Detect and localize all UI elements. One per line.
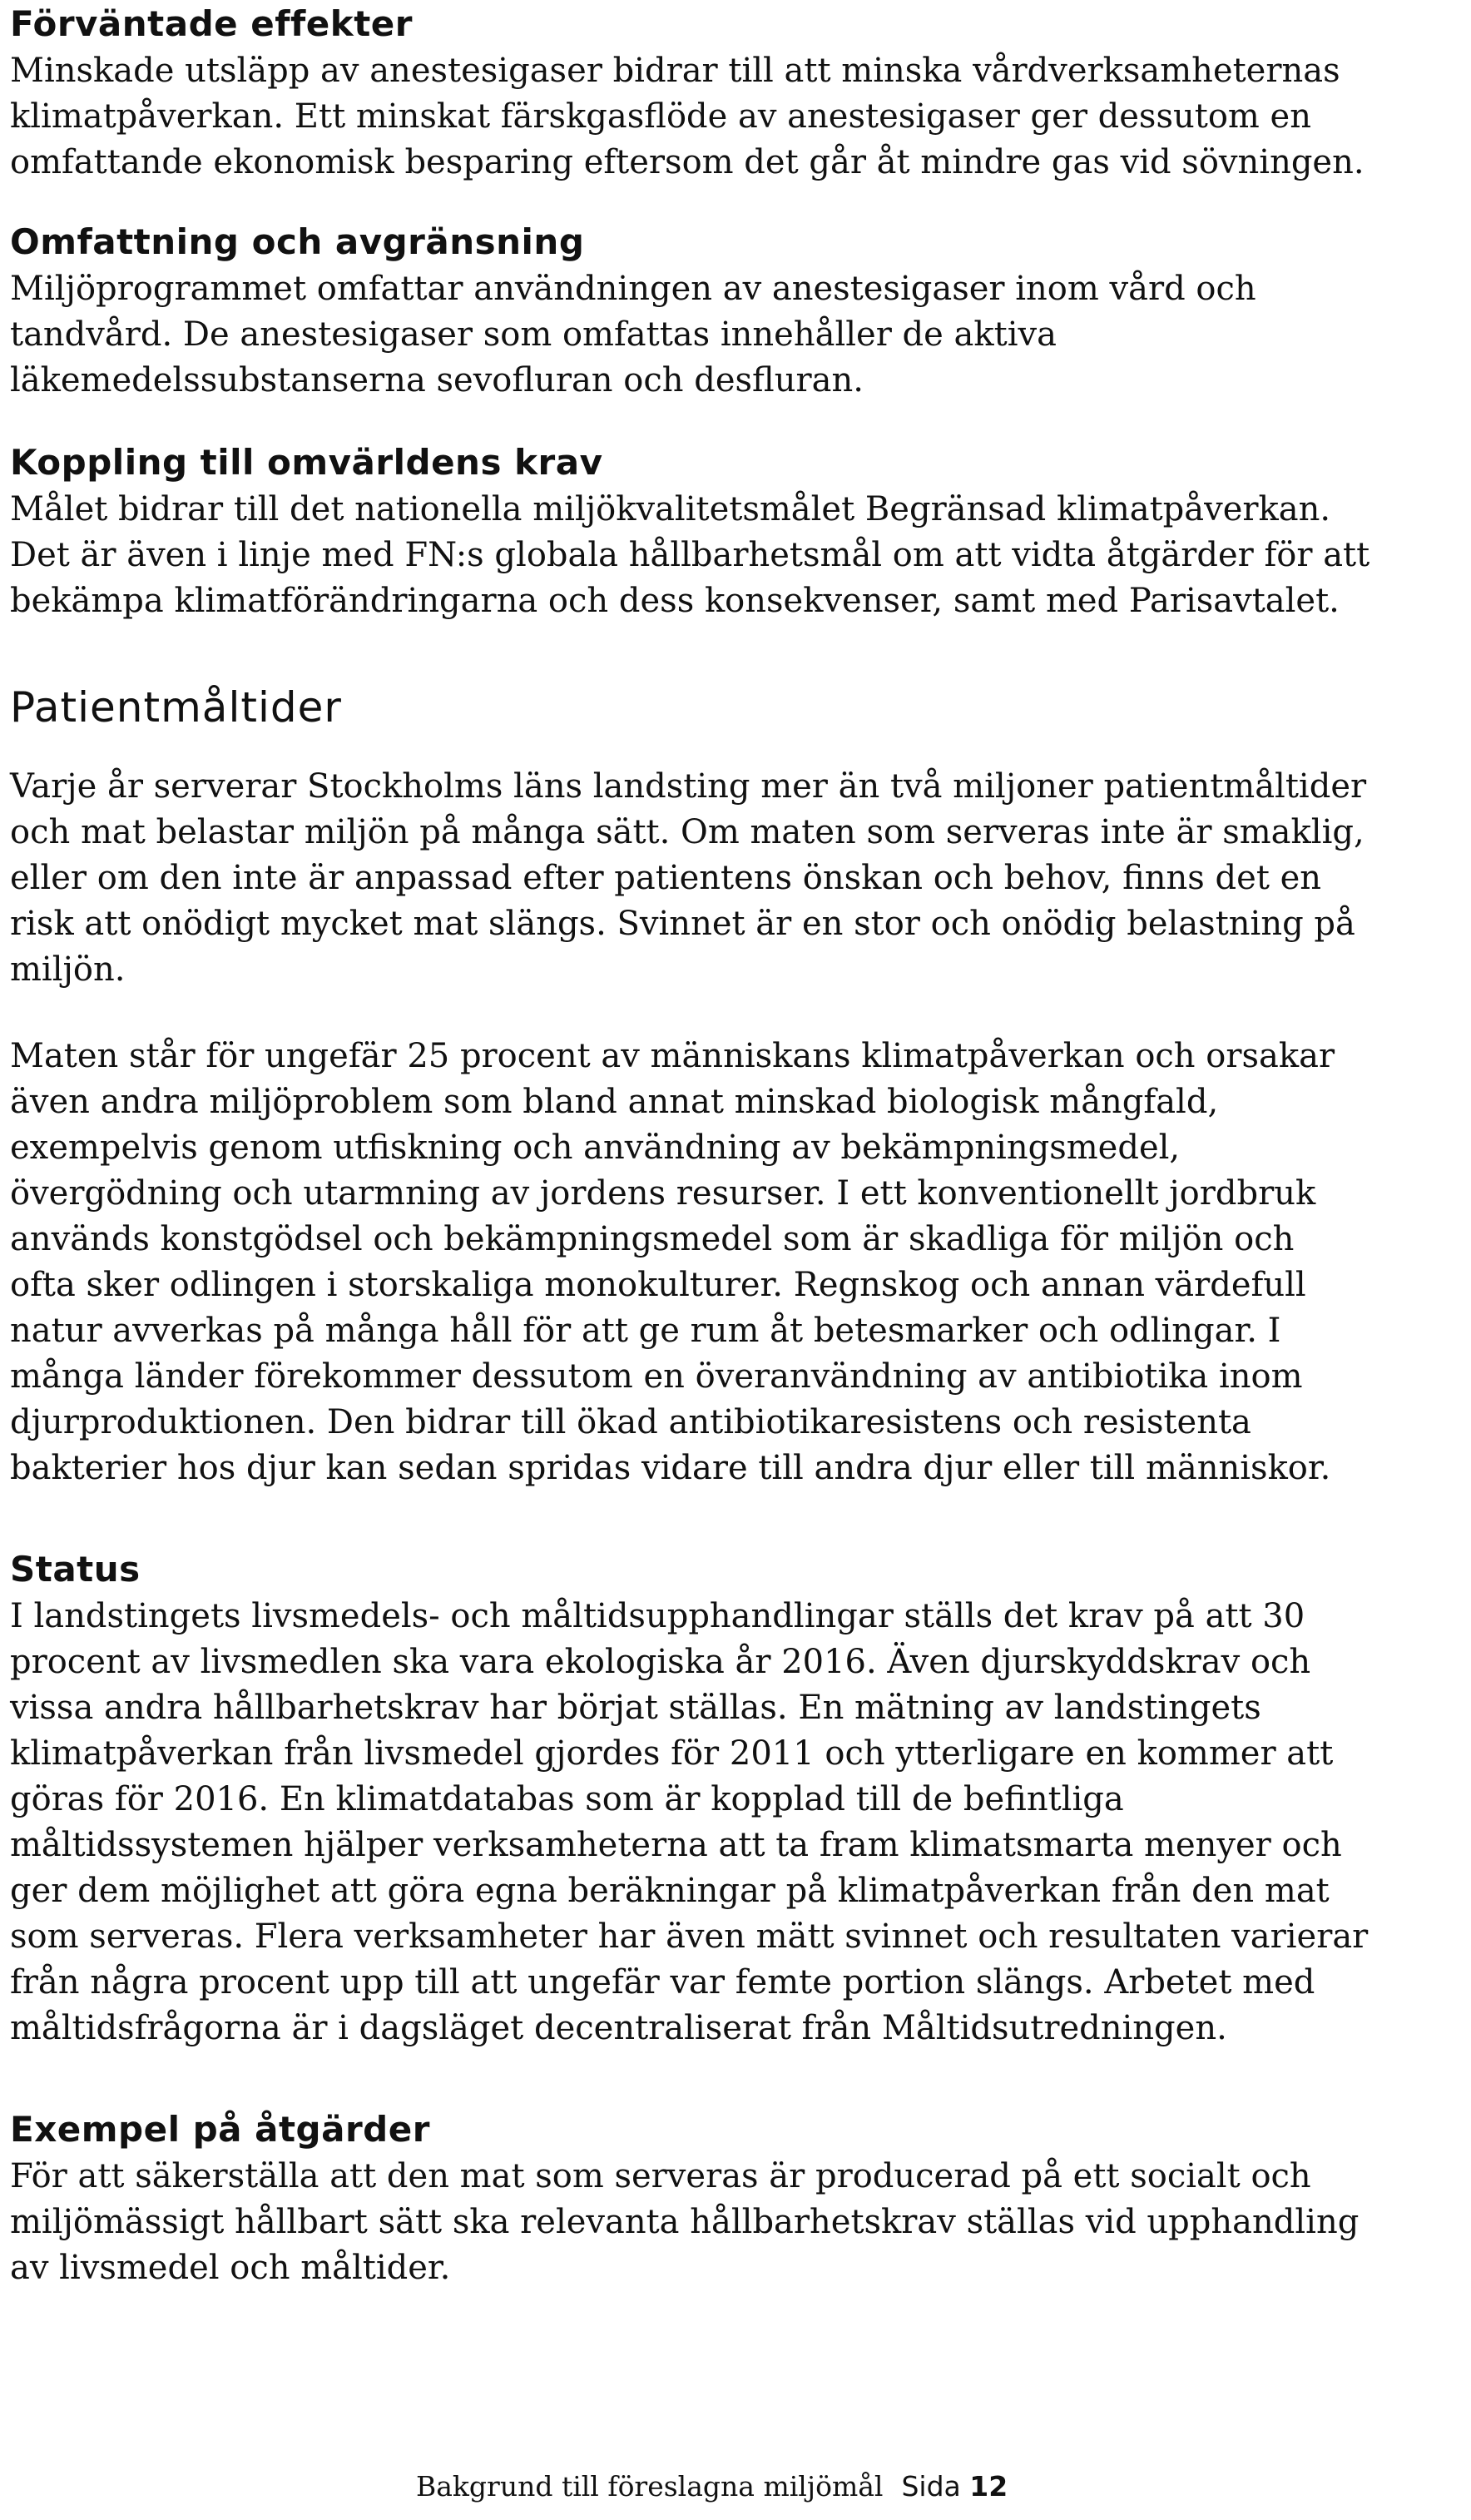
text-line: göras för 2016. En klimatdatabas som är kopplad till de befintliga: [10, 1780, 1124, 1818]
text-line: natur avverkas på många håll för att ge rum åt betesmarker och odlingar. I: [10, 1312, 1281, 1350]
text-line: måltidssystemen hjälper verksamheterna att ta fram klimatsmarta menyer och: [10, 1826, 1342, 1864]
text-line: miljön.: [10, 950, 126, 989]
text-line: övergödning och utarmning av jordens resurser. I ett konventionellt jordbruk: [10, 1174, 1316, 1213]
text-line: Varje år serverar Stockholms läns landsting mer än två miljoner patientmåltider: [10, 767, 1367, 806]
text-line: klimatpåverkan från livsmedel gjordes för 2011 och ytterligare en kommer att: [10, 1734, 1334, 1773]
text-line: ofta sker odlingen i storskaliga monokulturer. Regnskog och annan värdefull: [10, 1266, 1306, 1304]
section-status: [10, 1545, 1368, 2051]
section-heading: Förväntade effekter: [10, 3, 413, 44]
paragraph-patient-2: [10, 1034, 1335, 1491]
paragraph: [10, 764, 1366, 993]
text-line: Miljöprogrammet omfattar användningen av anestesigaser inom vård och: [10, 270, 1256, 308]
text-line: miljömässigt hållbart sätt ska relevanta hållbarhetskrav ställas vid upphandling: [10, 2203, 1360, 2241]
paragraph-patient-1: [10, 764, 1366, 993]
text-line: klimatpåverkan. Ett minskat färskgasflöde av anestesigaser ger dessutom en: [10, 97, 1311, 136]
footer-page-indicator: [901, 2470, 1008, 2503]
text-line: Målet bidrar till det nationella miljökvalitetsmålet Begränsad klimatpåverkan.: [10, 490, 1331, 528]
text-line: används konstgödsel och bekämpningsmedel som är skadliga för miljön och: [10, 1220, 1295, 1258]
footer-document-title: Bakgrund till föreslagna miljömål: [416, 2470, 884, 2503]
chapter-patientmaltider: [10, 678, 342, 737]
page-footer: [416, 2470, 1008, 2503]
text-line: av livsmedel och måltider.: [10, 2249, 451, 2287]
text-line: som serveras. Flera verksamheter har även mätt svinnet och resultaten varierar: [10, 1917, 1369, 1956]
text-line: ger dem möjlighet att göra egna beräkningar på klimatpåverkan från den mat: [10, 1872, 1330, 1910]
footer-page-label: Sida: [901, 2470, 961, 2503]
text-line: För att säkerställa att den mat som serveras är producerad på ett socialt och: [10, 2157, 1311, 2195]
text-line: Det är även i linje med FN:s globala hållbarhetsmål om att vidta åtgärder för att: [10, 536, 1370, 574]
section-heading: Exempel på åtgärder: [10, 2109, 430, 2150]
text-line: från några procent upp till att ungefär var femte portion slängs. Arbetet med: [10, 1963, 1315, 2002]
chapter-heading: Patientmåltider: [10, 683, 342, 732]
section-exempel: [10, 2106, 1359, 2291]
text-line: procent av livsmedlen ska vara ekologiska år 2016. Även djurskyddskrav och: [10, 1643, 1311, 1681]
paragraph: [10, 487, 1369, 624]
text-line: och mat belastar miljön på många sätt. Om maten som serveras inte är smaklig,: [10, 813, 1365, 851]
text-line: bekämpa klimatförändringarna och dess konsekvenser, samt med Parisavtalet.: [10, 582, 1340, 620]
text-line: djurproduktionen. Den bidrar till ökad antibiotikaresistens och resistenta: [10, 1403, 1251, 1441]
section-heading: Omfattning och avgränsning: [10, 221, 585, 262]
text-line: läkemedelssubstanserna sevofluran och desfluran.: [10, 361, 864, 399]
text-line: vissa andra hållbarhetskrav har börjat ställas. En mätning av landstingets: [10, 1689, 1261, 1727]
paragraph: [10, 1034, 1335, 1491]
text-line: många länder förekommer dessutom en överanvändning av antibiotika inom: [10, 1357, 1303, 1396]
text-line: eller om den inte är anpassad efter patientens önskan och behov, finns det en: [10, 859, 1322, 897]
section-koppling: [10, 439, 1369, 624]
paragraph: [10, 2154, 1359, 2291]
text-line: omfattande ekonomisk besparing eftersom det går åt mindre gas vid sövningen.: [10, 143, 1365, 181]
text-line: bakterier hos djur kan sedan spridas vidare till andra djur eller till människor.: [10, 1449, 1331, 1487]
text-line: Maten står för ungefär 25 procent av människans klimatpåverkan och orsakar: [10, 1037, 1335, 1075]
text-line: även andra miljöproblem som bland annat minskad biologisk mångfald,: [10, 1083, 1219, 1121]
text-line: risk att onödigt mycket mat slängs. Svinnet är en stor och onödig belastning på: [10, 905, 1355, 943]
text-line: tandvård. De anestesigaser som omfattas innehåller de aktiva: [10, 315, 1057, 354]
page-number: 12: [969, 2470, 1008, 2503]
paragraph: [10, 1594, 1368, 2051]
section-forvantade-effekter: [10, 0, 1365, 186]
text-line: exempelvis genom utfiskning och användning av bekämpningsmedel,: [10, 1129, 1181, 1167]
section-heading: Koppling till omvärldens krav: [10, 442, 603, 483]
text-line: I landstingets livsmedels- och måltidsupphandlingar ställs det krav på att 30: [10, 1597, 1305, 1635]
section-heading: Status: [10, 1549, 141, 1590]
text-line: Minskade utsläpp av anestesigaser bidrar till att minska vårdverksamheternas: [10, 52, 1340, 90]
paragraph: [10, 266, 1256, 404]
paragraph: [10, 48, 1365, 186]
text-line: måltidsfrågorna är i dagsläget decentraliserat från Måltidsutredningen.: [10, 2009, 1227, 2047]
section-omfattning: [10, 218, 1256, 404]
